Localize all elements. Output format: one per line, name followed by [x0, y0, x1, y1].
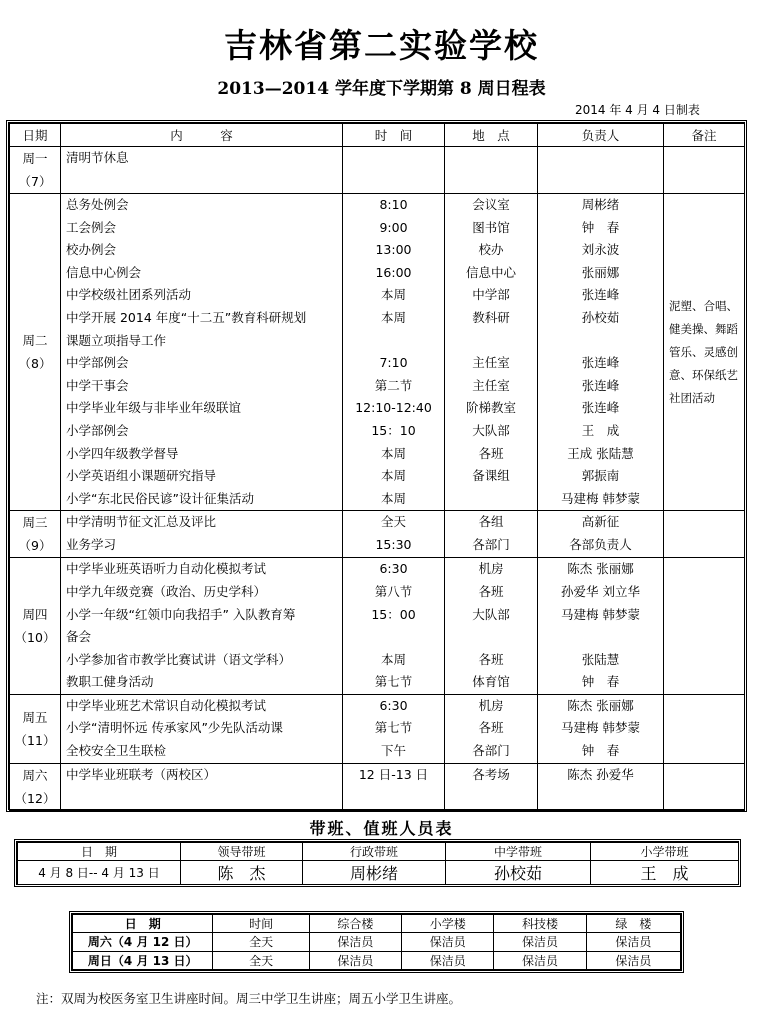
cleaning-table [72, 914, 681, 970]
event-content: 小学“清明怀远 传承家风”少先队活动课 [66, 720, 283, 736]
event-person: 张丽娜 [581, 264, 620, 280]
schedule-table [9, 123, 745, 811]
event-person: 高新征 [581, 514, 620, 530]
cleaning-cell: 保洁员 [402, 951, 494, 969]
event-location: 主任室 [472, 377, 510, 393]
cleaning-header-row [73, 915, 681, 933]
event-time-column [343, 763, 445, 810]
event-location: 各组 [478, 514, 504, 530]
event-time: 本周 [380, 651, 406, 667]
event-location: 各班 [478, 651, 504, 667]
event-time: 15:30 [375, 536, 412, 552]
cleaning-row [73, 933, 681, 951]
event-time [343, 330, 444, 353]
cleaning-row [73, 951, 681, 969]
event-time: 12 日-13 日 [358, 766, 429, 782]
event-time: 第八节 [374, 583, 413, 599]
event-person: 马建梅 韩梦蒙 [561, 720, 640, 736]
day-cell [10, 194, 61, 511]
event-time: 本周 [380, 287, 406, 303]
cleaning-cell: 保洁员 [586, 933, 680, 951]
day-label: 周二 [22, 333, 48, 349]
event-content: 中学校级社团系列活动 [66, 287, 192, 303]
note-text: 意、环保纸艺 [669, 367, 738, 382]
day-label: 周四 [22, 607, 48, 623]
day-cell [10, 694, 61, 763]
event-location: 机房 [478, 561, 504, 577]
event-time: 6:30 [379, 561, 408, 577]
event-content-column [61, 558, 343, 695]
event-content: 中学干事会 [66, 377, 129, 393]
event-location [445, 147, 537, 170]
day-row [10, 147, 745, 194]
event-location: 备课组 [472, 468, 510, 484]
day-row [10, 558, 745, 695]
event-content-column [61, 694, 343, 763]
event-person-column [538, 511, 664, 558]
duty-middle: 孙校茹 [446, 861, 591, 885]
event-person: 张陆慧 [581, 651, 620, 667]
note-text: 泥塑、合唱、 [669, 298, 738, 313]
event-location: 体育馆 [472, 674, 510, 690]
event-person: 陈杰 张丽娜 [567, 697, 634, 713]
event-content-column [61, 511, 343, 558]
event-content [66, 170, 342, 193]
duty-admin: 周彬绪 [303, 861, 446, 885]
event-location: 信息中心 [465, 264, 516, 280]
event-location: 教科研 [472, 309, 510, 325]
duty-header-row [18, 843, 739, 861]
event-content: 中学毕业年级与非毕业年级联谊 [66, 400, 242, 416]
day-label: 周六 [22, 767, 48, 783]
event-content: 工会例会 [66, 219, 117, 235]
event-time: 12:10-12:40 [355, 400, 432, 416]
event-time: 下午 [380, 743, 406, 759]
event-person: 孙校茹 [581, 309, 620, 325]
event-time: 7:10 [379, 355, 408, 371]
event-time: 第七节 [374, 720, 413, 736]
event-content: 中学毕业班联考（两校区） [66, 766, 217, 782]
header-location: 地 点 [445, 124, 538, 147]
event-content: 教职工健身活动 [66, 674, 154, 690]
event-content: 小学部例会 [66, 422, 129, 438]
event-content-column [61, 194, 343, 511]
event-time-column [343, 558, 445, 695]
event-time-column [343, 194, 445, 511]
day-cell [10, 147, 61, 194]
duty-header: 行政带班 [303, 843, 446, 861]
duty-header: 中学带班 [446, 843, 591, 861]
day-number: （11） [14, 732, 56, 748]
note-cell [664, 147, 745, 194]
event-time: 本周 [380, 309, 406, 325]
duty-leader: 陈 杰 [181, 861, 303, 885]
event-location: 各班 [478, 445, 504, 461]
duty-header: 领导带班 [181, 843, 303, 861]
day-label: 周三 [22, 515, 48, 531]
event-time-column [343, 511, 445, 558]
event-person: 刘永波 [581, 242, 620, 258]
note-cell [664, 511, 745, 558]
event-time [343, 786, 444, 809]
header-note: 备注 [664, 124, 745, 147]
event-person [538, 786, 663, 809]
event-location-column [445, 763, 538, 810]
event-location: 各部门 [472, 743, 510, 759]
note-cell [664, 694, 745, 763]
day-row [10, 511, 745, 558]
day-row [10, 194, 745, 511]
event-location [445, 626, 537, 649]
note-cell [664, 763, 745, 810]
event-location: 各班 [478, 720, 504, 736]
event-location: 各部门 [472, 536, 510, 552]
header-date: 日期 [10, 124, 61, 147]
event-location [445, 330, 537, 353]
event-time-column [343, 694, 445, 763]
event-content: 校办例会 [66, 242, 117, 258]
day-cell [10, 763, 61, 810]
cleaning-cell: 保洁员 [309, 951, 401, 969]
page-title: 吉林省第二实验学校 [224, 26, 539, 65]
day-number: （12） [14, 790, 56, 806]
footnote: 注：双周为校医务室卫生讲座时间。周三中学卫生讲座；周五小学卫生讲座。 [36, 991, 462, 1006]
event-time [343, 170, 444, 193]
event-person: 各部负责人 [569, 536, 632, 552]
cleaning-header: 时间 [213, 915, 309, 933]
event-content: 小学四年级教学督导 [66, 445, 179, 461]
day-number: （9） [18, 538, 52, 554]
event-location: 校办 [478, 242, 504, 258]
header-content: 内 容 [61, 124, 343, 147]
event-person: 马建梅 韩梦蒙 [561, 606, 640, 622]
event-content: 总务处例会 [66, 197, 129, 212]
event-location: 中学部 [472, 287, 510, 303]
event-time: 第七节 [374, 674, 413, 690]
event-person-column [538, 194, 664, 511]
event-location-column [445, 194, 538, 511]
day-number: （8） [18, 356, 52, 372]
event-content: 中学清明节征文汇总及评比 [66, 514, 217, 530]
made-date: 2014 年 4 月 4 日制表 [575, 103, 700, 117]
event-person: 张连峰 [581, 355, 620, 371]
event-location [445, 170, 537, 193]
cleaning-date: 周六（4 月 12 日） [73, 933, 213, 951]
event-location: 会议室 [472, 197, 510, 212]
event-person-column [538, 763, 664, 810]
cleaning-header: 科技楼 [494, 915, 586, 933]
event-content: 全校安全卫生联检 [66, 743, 167, 759]
event-location: 大队部 [472, 422, 510, 438]
event-content: 小学英语组小课题研究指导 [66, 468, 217, 484]
event-content-column [61, 147, 343, 194]
schedule-header-row [10, 124, 745, 147]
event-location [445, 786, 537, 809]
duty-date: 4 月 8 日-- 4 月 13 日 [18, 861, 181, 885]
event-content [66, 786, 342, 809]
duty-primary: 王 成 [591, 861, 739, 885]
header-person: 负责人 [538, 124, 664, 147]
event-location-column [445, 694, 538, 763]
event-content: 中学开展 2014 年度“十二五”教育科研规划 [66, 309, 307, 325]
event-time: 第二节 [374, 377, 413, 393]
duty-header: 小学带班 [591, 843, 739, 861]
event-person: 张连峰 [581, 287, 620, 303]
cleaning-cell: 保洁员 [494, 933, 586, 951]
event-location: 阶梯教室 [465, 400, 516, 416]
event-location: 机房 [478, 697, 504, 713]
event-person [538, 170, 663, 193]
event-location-column [445, 511, 538, 558]
event-person: 陈杰 孙爱华 [567, 766, 634, 782]
event-person: 钟 春 [581, 674, 620, 690]
cleaning-cell: 保洁员 [309, 933, 401, 951]
event-content: 中学毕业班艺术常识自动化模拟考试 [66, 697, 267, 713]
duty-value-row [18, 861, 739, 885]
day-cell [10, 511, 61, 558]
event-person [538, 147, 663, 170]
cleaning-table-frame [69, 911, 684, 973]
note-text: 社团活动 [669, 390, 715, 405]
event-person: 孙爱华 刘立华 [561, 583, 640, 599]
event-location: 各考场 [472, 766, 510, 782]
event-person: 马建梅 韩梦蒙 [561, 490, 640, 506]
event-person: 王 成 [581, 422, 620, 438]
event-time: 全天 [380, 514, 406, 530]
event-content: 信息中心例会 [66, 264, 142, 280]
event-person [538, 330, 663, 353]
event-content: 小学“东北民俗民谚”设计征集活动 [66, 490, 254, 506]
event-content: 中学九年级竞赛（政治、历史学科） [66, 583, 267, 599]
cleaning-cell: 保洁员 [402, 933, 494, 951]
event-time: 6:30 [379, 697, 408, 713]
cleaning-date: 周日（4 月 13 日） [73, 951, 213, 969]
event-person: 张连峰 [581, 377, 620, 393]
day-label: 周五 [22, 709, 48, 725]
cleaning-header: 综合楼 [309, 915, 401, 933]
cleaning-header: 小学楼 [402, 915, 494, 933]
event-location: 各班 [478, 583, 504, 599]
day-row [10, 763, 745, 810]
duty-table-frame [14, 839, 741, 887]
event-time [343, 626, 444, 649]
event-person-column [538, 558, 664, 695]
event-location-column [445, 558, 538, 695]
duty-header: 日 期 [18, 843, 181, 861]
event-time: 15：00 [371, 606, 416, 622]
event-location-column [445, 147, 538, 194]
cleaning-header: 日 期 [73, 915, 213, 933]
event-location: 图书馆 [472, 219, 510, 235]
note-text: 健美操、舞蹈 [669, 321, 738, 336]
cleaning-header: 绿 楼 [586, 915, 680, 933]
note-cell [664, 194, 745, 511]
event-person: 王成 张陆慧 [567, 445, 634, 461]
event-time [343, 147, 444, 170]
event-person: 钟 春 [581, 219, 620, 235]
event-time: 13:00 [375, 242, 412, 258]
event-location [445, 488, 537, 511]
event-time: 9:00 [379, 219, 408, 235]
cleaning-cell: 全天 [213, 951, 309, 969]
event-time: 本周 [380, 468, 406, 484]
event-time: 本周 [380, 445, 406, 461]
event-content: 中学部例会 [66, 355, 129, 371]
event-time: 15：10 [371, 422, 416, 438]
event-person [538, 626, 663, 649]
day-label: 周一 [22, 151, 48, 166]
header-time: 时 间 [343, 124, 445, 147]
event-person: 周彬绪 [581, 197, 620, 212]
event-content: 业务学习 [66, 536, 117, 552]
event-time: 8:10 [379, 197, 408, 212]
event-content: 小学一年级“红领巾向我招手” 入队教育筹 [66, 606, 296, 622]
event-content: 小学参加省市教学比赛试讲（语文学科） [66, 651, 292, 667]
duty-table [17, 842, 739, 885]
event-person-column [538, 147, 664, 194]
duty-title: 带班、值班人员表 [309, 819, 454, 838]
cleaning-cell: 保洁员 [586, 951, 680, 969]
event-content-column [61, 763, 343, 810]
day-row [10, 694, 745, 763]
day-number: （10） [14, 630, 56, 646]
event-person: 钟 春 [581, 743, 620, 759]
day-number: （7） [18, 174, 52, 189]
note-cell [664, 558, 745, 695]
event-content: 备会 [66, 629, 92, 645]
day-cell [10, 558, 61, 695]
event-content: 清明节休息 [66, 150, 129, 165]
cleaning-cell: 全天 [213, 933, 309, 951]
event-content: 课题立项指导工作 [66, 332, 167, 348]
event-content: 中学毕业班英语听力自动化模拟考试 [66, 561, 267, 577]
page-subtitle: 2013—2014 学年度下学期第 8 周日程表 [217, 79, 546, 99]
cleaning-cell: 保洁员 [494, 951, 586, 969]
event-location: 主任室 [472, 355, 510, 371]
event-time-column [343, 147, 445, 194]
event-time: 16:00 [375, 264, 412, 280]
event-person: 郭振南 [581, 468, 620, 484]
event-person: 张连峰 [581, 400, 620, 416]
event-location: 大队部 [472, 606, 510, 622]
event-person: 陈杰 张丽娜 [567, 561, 634, 577]
event-person-column [538, 694, 664, 763]
event-time: 本周 [380, 490, 406, 506]
note-text: 管乐、灵感创 [669, 344, 738, 359]
